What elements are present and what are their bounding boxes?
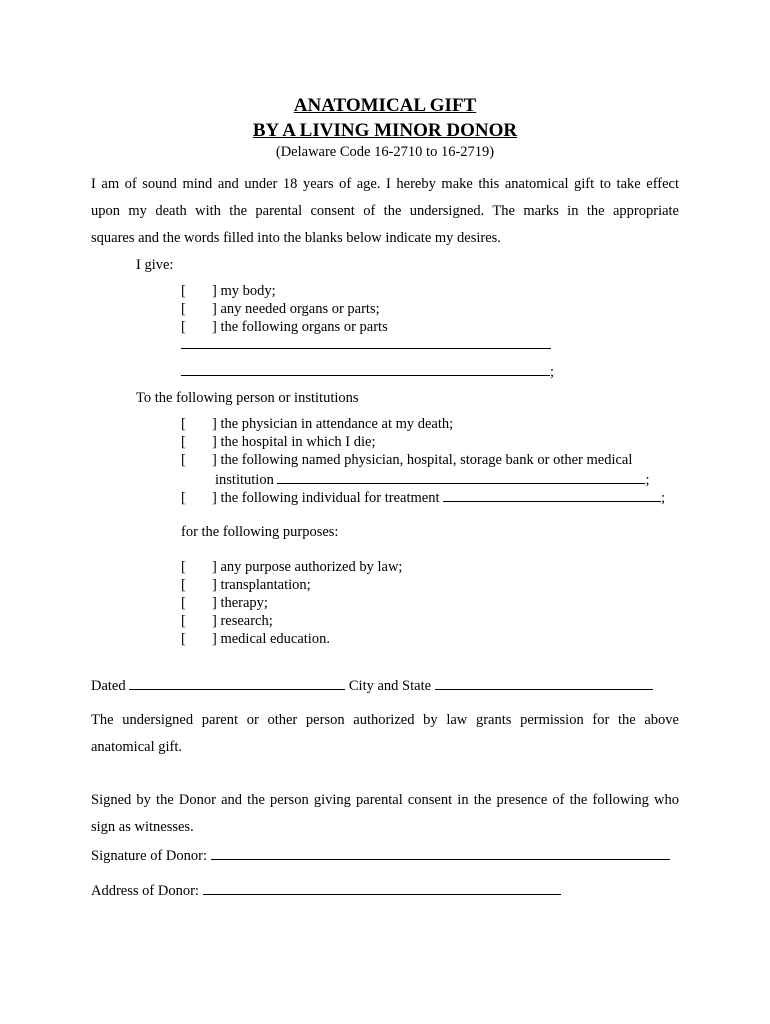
address-blank[interactable] <box>203 880 561 895</box>
consent-line-2: anatomical gift. <box>91 739 182 755</box>
checkbox-bracket: [ <box>181 416 186 432</box>
dated-blank[interactable] <box>129 675 345 690</box>
intro-line-2: upon my death with the parental consent of the undersigned. The marks in the appropriate <box>91 203 679 219</box>
address-row <box>91 880 561 900</box>
institution-label: institution <box>215 472 274 488</box>
institution-semicolon: ; <box>645 472 650 488</box>
checkbox-bracket: [ <box>181 490 186 506</box>
purpose-option-transplantation[interactable]: [ ] transplantation; <box>181 577 311 593</box>
signed-line-1: Signed by the Donor and the person giving parental consent in the presence of the following who <box>91 792 679 808</box>
individual-semicolon: ; <box>661 490 666 506</box>
recipient-option-individual[interactable]: [ ] the following individual for treatment ; <box>181 487 665 507</box>
recipient-heading: To the following person or institutions <box>136 390 359 406</box>
checkbox-bracket: [ <box>181 631 186 647</box>
checkbox-bracket: [ <box>181 595 186 611</box>
city-state-blank[interactable] <box>435 675 653 690</box>
purpose-option-research[interactable]: [ ] research; <box>181 613 273 629</box>
organs-semicolon: ; <box>550 364 555 380</box>
institution-blank[interactable] <box>277 469 645 484</box>
purpose-option-therapy[interactable]: [ ] therapy; <box>181 595 268 611</box>
purpose-option-any[interactable]: [ ] any purpose authorized by law; <box>181 559 403 575</box>
institution-row <box>215 469 649 489</box>
signed-line-2: sign as witnesses. <box>91 819 194 835</box>
checkbox-bracket: [ <box>181 452 186 468</box>
checkbox-bracket: [ <box>181 301 186 317</box>
consent-line-1: The undersigned parent or other person authorized by law grants permission for the above <box>91 712 679 728</box>
checkbox-bracket: [ <box>181 559 186 575</box>
document-title-line-1: ANATOMICAL GIFT <box>293 95 477 116</box>
signature-blank[interactable] <box>211 845 670 860</box>
recipient-option-hospital[interactable]: [ ] the hospital in which I die; <box>181 434 376 450</box>
checkbox-bracket: [ <box>181 577 186 593</box>
document-title-line-2: BY A LIVING MINOR DONOR <box>252 120 518 141</box>
intro-line-3: squares and the words filled into the blanks below indicate my desires. <box>91 230 501 246</box>
i-give-label: I give: <box>136 257 174 273</box>
purpose-option-medical-education[interactable]: [ ] medical education. <box>181 631 330 647</box>
checkbox-bracket: [ <box>181 283 186 299</box>
recipient-option-named[interactable]: [ ] the following named physician, hospital, storage bank or other medical <box>181 452 633 468</box>
organs-blank-line-2[interactable] <box>181 375 550 376</box>
dated-label: Dated <box>91 678 126 694</box>
intro-line-1: I am of sound mind and under 18 years of age. I hereby make this anatomical gift to take effect <box>91 176 679 192</box>
checkbox-bracket: [ <box>181 434 186 450</box>
give-option-body[interactable]: [ ] my body; <box>181 283 276 299</box>
city-state-label: City and State <box>348 678 432 694</box>
signature-label: Signature of Donor: <box>91 848 207 864</box>
checkbox-bracket: [ <box>181 613 186 629</box>
signature-row <box>91 845 670 865</box>
give-option-following-organs[interactable]: [ ] the following organs or parts <box>181 319 388 335</box>
checkbox-bracket: [ <box>181 319 186 335</box>
purposes-heading: for the following purposes: <box>181 524 339 540</box>
address-label: Address of Donor: <box>91 883 199 899</box>
give-option-needed-organs[interactable]: [ ] any needed organs or parts; <box>181 301 380 317</box>
recipient-option-physician[interactable]: [ ] the physician in attendance at my death; <box>181 416 454 432</box>
document-subtitle: (Delaware Code 16-2710 to 16-2719) <box>275 144 495 160</box>
organs-blank-line-1[interactable] <box>181 348 551 349</box>
dated-row <box>91 675 653 695</box>
individual-blank[interactable] <box>443 487 661 502</box>
